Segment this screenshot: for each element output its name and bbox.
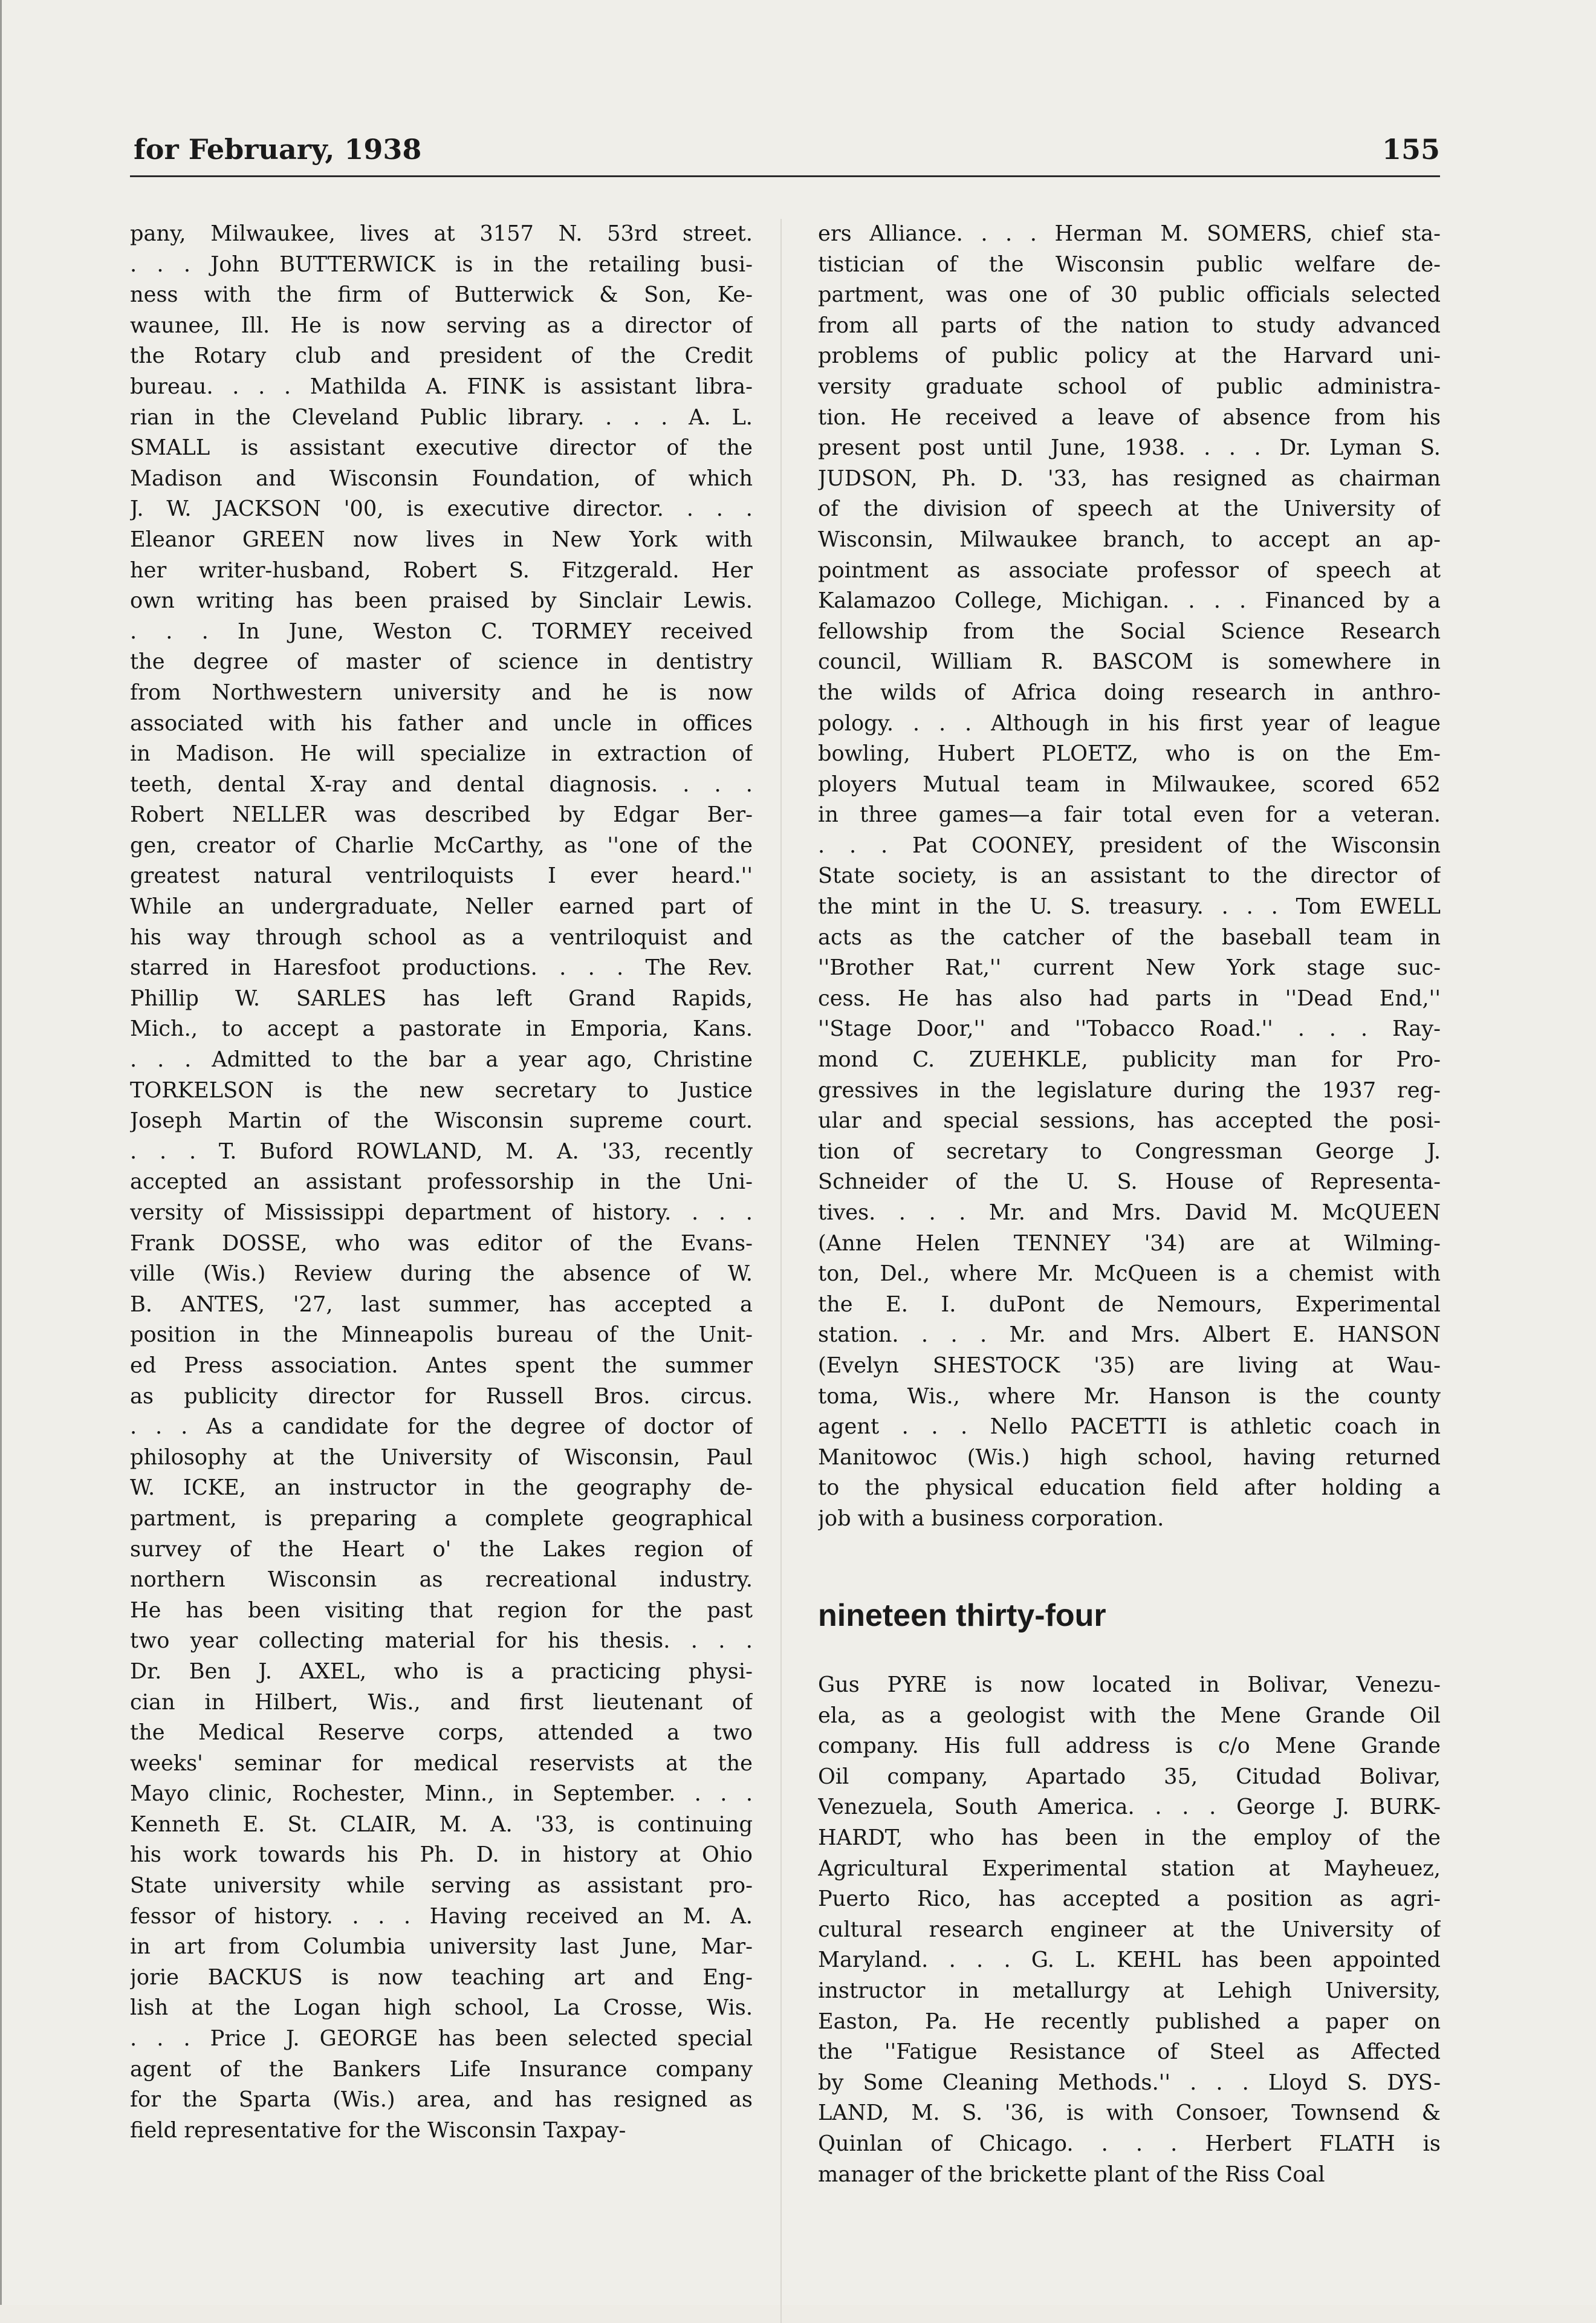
text-line: in Madison. He will specialize in extraction of bbox=[130, 741, 753, 767]
text-line: . . . John BUTTERWICK is in the retailing busi- bbox=[130, 252, 753, 277]
text-line: teeth, dental X-ray and dental diagnosis. . . . bbox=[130, 772, 753, 797]
text-line: the E. I. duPont de Nemours, Experimental bbox=[818, 1291, 1441, 1317]
text-line: J. W. JACKSON '00, is executive director. . . . bbox=[130, 496, 753, 522]
text-line: fessor of history. . . . Having received an M. A. bbox=[130, 1903, 753, 1929]
text-line: SMALL is assistant executive director of the bbox=[130, 435, 753, 461]
right-column-upper bbox=[818, 219, 1441, 1535]
text-line: the ''Fatigue Resistance of Steel as Affected bbox=[818, 2039, 1441, 2065]
text-line: the degree of master of science in dentistry bbox=[130, 649, 753, 675]
text-line: Phillip W. SARLES has left Grand Rapids, bbox=[130, 986, 753, 1011]
text-line: toma, Wis., where Mr. Hanson is the county bbox=[818, 1383, 1441, 1409]
text-line: LAND, M. S. '36, is with Consoer, Townsend & bbox=[818, 2100, 1441, 2126]
text-line: Eleanor GREEN now lives in New York with bbox=[130, 527, 753, 552]
text-line: Oil company, Apartado 35, Citudad Bolivar, bbox=[818, 1764, 1441, 1789]
text-line: survey of the Heart o' the Lakes region of bbox=[130, 1536, 753, 1562]
text-line: company. His full address is c/o Mene Grande bbox=[818, 1733, 1441, 1759]
text-line: tion of secretary to Congressman George J. bbox=[818, 1139, 1441, 1164]
text-line: of the division of speech at the University of bbox=[818, 496, 1441, 522]
text-line: Dr. Ben J. AXEL, who is a practicing physi- bbox=[130, 1659, 753, 1684]
text-line: position in the Minneapolis bureau of the Unit- bbox=[130, 1322, 753, 1348]
text-line: mond C. ZUEHKLE, publicity man for Pro- bbox=[818, 1047, 1441, 1073]
text-line: versity of Mississippi department of history. . . . bbox=[130, 1200, 753, 1225]
text-line: TORKELSON is the new secretary to Justice bbox=[130, 1077, 753, 1103]
text-line: Madison and Wisconsin Foundation, of which bbox=[130, 466, 753, 491]
text-line: present post until June, 1938. . . . Dr. Lyman S. bbox=[818, 435, 1441, 461]
text-line: field representative for the Wisconsin Taxpay- bbox=[130, 2117, 626, 2143]
text-line: Frank DOSSE, who was editor of the Evans- bbox=[130, 1230, 753, 1256]
text-line: manager of the brickette plant of the Riss Coal bbox=[818, 2162, 1325, 2187]
text-line: Joseph Martin of the Wisconsin supreme court. bbox=[130, 1108, 753, 1134]
text-line: ed Press association. Antes spent the summer bbox=[130, 1353, 753, 1378]
right-column-lower bbox=[818, 1670, 1441, 2190]
text-line: pany, Milwaukee, lives at 3157 N. 53rd street. bbox=[130, 221, 753, 246]
text-line: Quinlan of Chicago. . . . Herbert FLATH is bbox=[818, 2131, 1441, 2156]
issue-title: for February, 1938 bbox=[134, 133, 422, 166]
text-line: job with a business corporation. bbox=[818, 1506, 1164, 1531]
text-line: . . . Admitted to the bar a year ago, Christine bbox=[130, 1047, 753, 1073]
text-line: from Northwestern university and he is now bbox=[130, 680, 753, 705]
text-line: gen, creator of Charlie McCarthy, as ''one of the bbox=[130, 833, 753, 858]
text-line: Wisconsin, Milwaukee branch, to accept an ap- bbox=[818, 527, 1441, 552]
text-line: Maryland. . . . G. L. KEHL has been appointed bbox=[818, 1948, 1441, 1973]
text-line: While an undergraduate, Neller earned part of bbox=[130, 894, 753, 920]
text-line: Kenneth E. St. CLAIR, M. A. '33, is continuing bbox=[130, 1811, 753, 1837]
text-line: the mint in the U. S. treasury. . . . Tom EWELL bbox=[818, 894, 1441, 920]
text-line: tion. He received a leave of absence from his bbox=[818, 404, 1441, 430]
text-line: bowling, Hubert PLOETZ, who is on the Em- bbox=[818, 741, 1441, 767]
text-line: accepted an assistant professorship in the Uni- bbox=[130, 1169, 753, 1195]
text-line: the Rotary club and president of the Credit bbox=[130, 343, 753, 369]
text-line: He has been visiting that region for the past bbox=[130, 1597, 753, 1623]
text-line: Venezuela, South America. . . . George J. BURK- bbox=[818, 1795, 1441, 1820]
text-line: ville (Wis.) Review during the absence of W. bbox=[130, 1261, 753, 1287]
text-line: weeks' seminar for medical reservists at the bbox=[130, 1750, 753, 1776]
text-line: agent . . . Nello PACETTI is athletic coach in bbox=[818, 1414, 1441, 1440]
text-line: HARDT, who has been in the employ of the bbox=[818, 1825, 1441, 1850]
text-line: own writing has been praised by Sinclair Lewis. bbox=[130, 588, 753, 614]
text-line: philosophy at the University of Wisconsin, Paul bbox=[130, 1444, 753, 1470]
text-line: northern Wisconsin as recreational industry. bbox=[130, 1567, 753, 1593]
text-line: Puerto Rico, has accepted a position as agri- bbox=[818, 1886, 1441, 1912]
text-line: . . . T. Buford ROWLAND, M. A. '33, recently bbox=[130, 1139, 753, 1164]
text-line: Kalamazoo College, Michigan. . . . Financed by a bbox=[818, 588, 1441, 614]
text-line: for the Sparta (Wis.) area, and has resigned as bbox=[130, 2087, 753, 2113]
text-line: ton, Del., where Mr. McQueen is a chemist with bbox=[818, 1261, 1441, 1287]
text-line: ''Stage Door,'' and ''Tobacco Road.'' . . . Ray- bbox=[818, 1016, 1441, 1042]
text-line: to the physical education field after holding a bbox=[818, 1475, 1441, 1501]
text-line: Schneider of the U. S. House of Representa- bbox=[818, 1169, 1441, 1195]
text-line: Manitowoc (Wis.) high school, having returned bbox=[818, 1444, 1441, 1470]
text-line: by Some Cleaning Methods.'' . . . Lloyd S. DYS- bbox=[818, 2070, 1441, 2095]
text-line: State university while serving as assistant pro- bbox=[130, 1873, 753, 1899]
text-line: ness with the firm of Butterwick & Son, Ke- bbox=[130, 282, 753, 308]
text-line: pointment as associate professor of speech at bbox=[818, 557, 1441, 583]
text-line: associated with his father and uncle in offices bbox=[130, 710, 753, 736]
text-line: . . . Price J. GEORGE has been selected special bbox=[130, 2026, 753, 2052]
text-line: B. ANTES, '27, last summer, has accepted a bbox=[130, 1291, 753, 1317]
page-header bbox=[130, 127, 1440, 177]
text-line: versity graduate school of public administra- bbox=[818, 374, 1441, 399]
text-line: council, William R. BASCOM is somewhere in bbox=[818, 649, 1441, 675]
text-line: his work towards his Ph. D. in history at Ohio bbox=[130, 1842, 753, 1868]
text-line: cess. He has also had parts in ''Dead End,'' bbox=[818, 986, 1441, 1011]
text-line: his way through school as a ventriloquist and bbox=[130, 924, 753, 950]
text-line: tistician of the Wisconsin public welfare de- bbox=[818, 252, 1441, 277]
text-line: ular and special sessions, has accepted the posi- bbox=[818, 1108, 1441, 1134]
text-line: station. . . . Mr. and Mrs. Albert E. HANSON bbox=[818, 1322, 1441, 1348]
text-line: ''Brother Rat,'' current New York stage suc- bbox=[818, 955, 1441, 981]
text-line: partment, was one of 30 public officials selected bbox=[818, 282, 1441, 308]
text-line: lish at the Logan high school, La Crosse, Wis. bbox=[130, 1995, 753, 2021]
text-line: gressives in the legislature during the 1937 reg- bbox=[818, 1077, 1441, 1103]
text-line: Agricultural Experimental station at Mayheuez, bbox=[818, 1856, 1441, 1881]
text-line: in art from Columbia university last June, Mar- bbox=[130, 1934, 753, 1960]
text-line: starred in Haresfoot productions. . . . The Rev. bbox=[130, 955, 753, 981]
text-line: acts as the catcher of the baseball team in bbox=[818, 924, 1441, 950]
text-line: pology. . . . Although in his first year of league bbox=[818, 710, 1441, 736]
text-line: two year collecting material for his thesis. . . . bbox=[130, 1628, 753, 1654]
text-line: the Medical Reserve corps, attended a two bbox=[130, 1720, 753, 1746]
text-line: Easton, Pa. He recently published a paper on bbox=[818, 2009, 1441, 2034]
left-column bbox=[130, 219, 753, 2146]
text-line: (Evelyn SHESTOCK '35) are living at Wau- bbox=[818, 1353, 1441, 1378]
text-line: . . . Pat COONEY, president of the Wisconsin bbox=[818, 833, 1441, 858]
text-line: from all parts of the nation to study advanced bbox=[818, 313, 1441, 338]
text-line: bureau. . . . Mathilda A. FINK is assistant libra- bbox=[130, 374, 753, 399]
section-heading: nineteen thirty-four bbox=[818, 1598, 1106, 1633]
text-line: Mayo clinic, Rochester, Minn., in September. . . . bbox=[130, 1781, 753, 1807]
text-line: JUDSON, Ph. D. '33, has resigned as chairman bbox=[818, 466, 1441, 491]
text-line: ers Alliance. . . . Herman M. SOMERS, chief sta- bbox=[818, 221, 1441, 246]
text-line: . . . As a candidate for the degree of doctor of bbox=[130, 1414, 753, 1440]
text-line: in three games—a fair total even for a veteran. bbox=[818, 802, 1441, 828]
text-line: W. ICKE, an instructor in the geography de- bbox=[130, 1475, 753, 1501]
text-line: fellowship from the Social Science Research bbox=[818, 619, 1441, 644]
text-line: cian in Hilbert, Wis., and first lieutenant of bbox=[130, 1689, 753, 1715]
text-line: agent of the Bankers Life Insurance company bbox=[130, 2056, 753, 2082]
text-line: cultural research engineer at the University of bbox=[818, 1917, 1441, 1942]
text-line: as publicity director for Russell Bros. circus. bbox=[130, 1383, 753, 1409]
text-line: Gus PYRE is now located in Bolivar, Venezu- bbox=[818, 1672, 1441, 1697]
text-line: . . . In June, Weston C. TORMEY received bbox=[130, 619, 753, 644]
text-line: Mich., to accept a pastorate in Emporia, Kans. bbox=[130, 1016, 753, 1042]
text-line: problems of public policy at the Harvard uni- bbox=[818, 343, 1441, 369]
text-line: the wilds of Africa doing research in anthro- bbox=[818, 680, 1441, 705]
text-line: greatest natural ventriloquists I ever heard.'' bbox=[130, 863, 753, 889]
text-line: jorie BACKUS is now teaching art and Eng- bbox=[130, 1964, 753, 1990]
text-line: waunee, Ill. He is now serving as a director of bbox=[130, 313, 753, 338]
text-line: her writer-husband, Robert S. Fitzgerald. Her bbox=[130, 557, 753, 583]
text-line: rian in the Cleveland Public library. . . . A. L. bbox=[130, 404, 753, 430]
text-line: (Anne Helen TENNEY '34) are at Wilming- bbox=[818, 1230, 1441, 1256]
column-gutter bbox=[780, 219, 782, 2323]
text-line: partment, is preparing a complete geographical bbox=[130, 1506, 753, 1531]
text-line: ela, as a geologist with the Mene Grande Oil bbox=[818, 1703, 1441, 1728]
text-line: ployers Mutual team in Milwaukee, scored 652 bbox=[818, 772, 1441, 797]
text-line: instructor in metallurgy at Lehigh University, bbox=[818, 1978, 1441, 2003]
page-number: 155 bbox=[1381, 133, 1440, 166]
text-line: State society, is an assistant to the director of bbox=[818, 863, 1441, 889]
text-line: Robert NELLER was described by Edgar Ber- bbox=[130, 802, 753, 828]
text-line: tives. . . . Mr. and Mrs. David M. McQUEEN bbox=[818, 1200, 1441, 1225]
